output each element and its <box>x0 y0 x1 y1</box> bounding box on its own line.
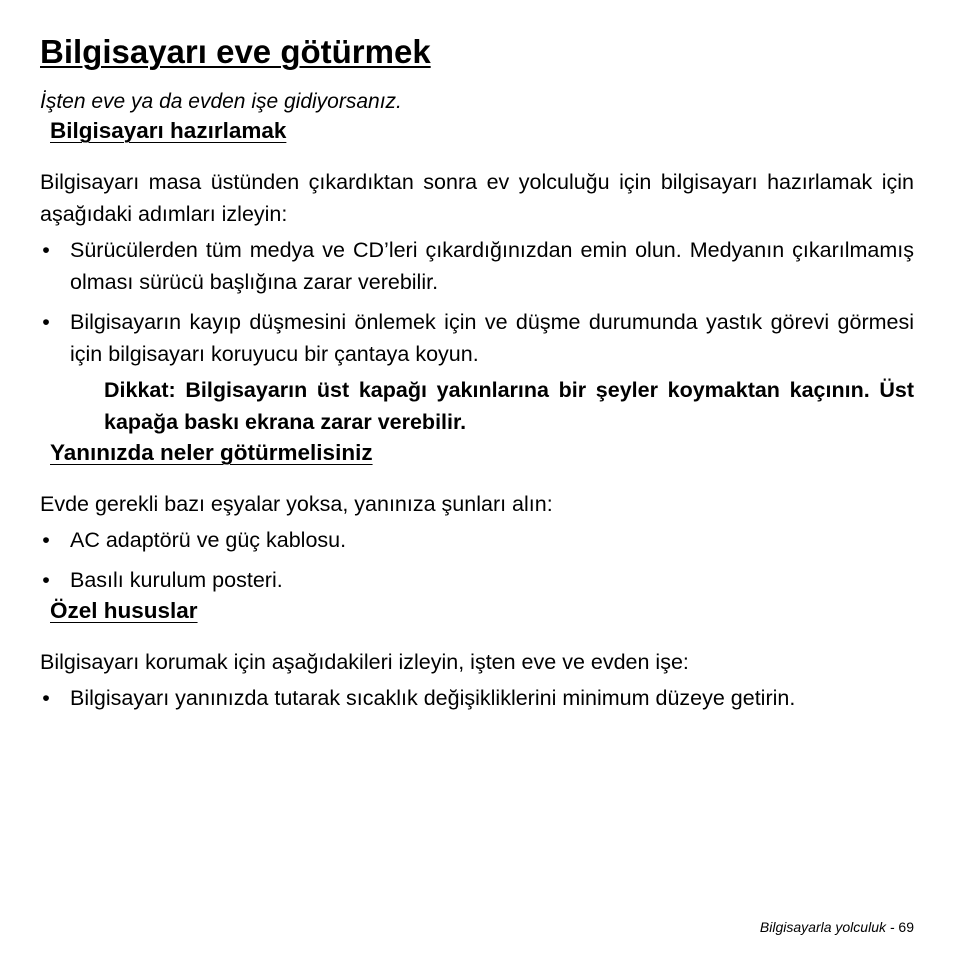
document-page <box>40 30 914 714</box>
list-item-text: Sürücülerden tüm medya ve CD’leri çıkardığınızdan emin olun. Medyanın çıkarılmamış olması sürücü başlığına zarar verebilir. <box>70 238 914 294</box>
section-heading: Özel hususlar <box>50 598 198 623</box>
section-heading: Bilgisayarı hazırlamak <box>50 118 287 143</box>
bullet-icon: • <box>42 310 50 334</box>
list-item-text: Basılı kurulum posteri. <box>70 568 283 592</box>
section-preparing-computer <box>40 116 914 438</box>
list-item-text: Bilgisayarın kayıp düşmesini önlemek için ve düşme durumunda yastık görevi görmesi için bilgisayarı koruyucu bir çantaya koyun. <box>70 310 914 366</box>
list-item-text: Bilgisayarı yanınızda tutarak sıcaklık değişikliklerini minimum düzeye getirin. <box>70 686 796 710</box>
list-item <box>40 682 914 714</box>
bullet-icon: • <box>42 686 50 710</box>
footer-label: Bilgisayarla yolculuk - <box>759 919 899 935</box>
caution-note: Dikkat: Bilgisayarın üst kapağı yakınlarına bir şeyler koymaktan kaçının. Üst kapağa baskı ekrana zarar verebilir. <box>104 378 914 434</box>
section-intro: Evde gerekli bazı eşyalar yoksa, yanınıza şunları alın: <box>40 492 553 516</box>
list-item <box>40 306 914 370</box>
bullet-icon: • <box>42 238 50 262</box>
list-item <box>40 524 914 556</box>
bullet-icon: • <box>42 568 50 592</box>
page-title: Bilgisayarı eve götürmek <box>40 33 431 70</box>
section-intro: Bilgisayarı korumak için aşağıdakileri izleyin, işten eve ve evden işe: <box>40 650 689 674</box>
bullet-icon: • <box>42 528 50 552</box>
page-footer <box>760 917 914 937</box>
bullet-list <box>40 234 914 370</box>
section-intro: Bilgisayarı masa üstünden çıkardıktan sonra ev yolculuğu için bilgisayarı hazırlamak için aşağıdaki adımları izleyin: <box>40 170 914 226</box>
list-item-text: AC adaptörü ve güç kablosu. <box>70 528 347 552</box>
list-item <box>40 564 914 596</box>
section-heading: Yanınızda neler götürmelisiniz <box>50 440 373 465</box>
section-what-to-bring <box>40 438 914 596</box>
page-subtitle: İşten eve ya da evden işe gidiyorsanız. <box>40 90 402 113</box>
list-item <box>40 234 914 298</box>
bullet-list <box>40 524 914 596</box>
page-number: 69 <box>898 919 914 935</box>
section-special-considerations <box>40 596 914 714</box>
bullet-list <box>40 682 914 714</box>
